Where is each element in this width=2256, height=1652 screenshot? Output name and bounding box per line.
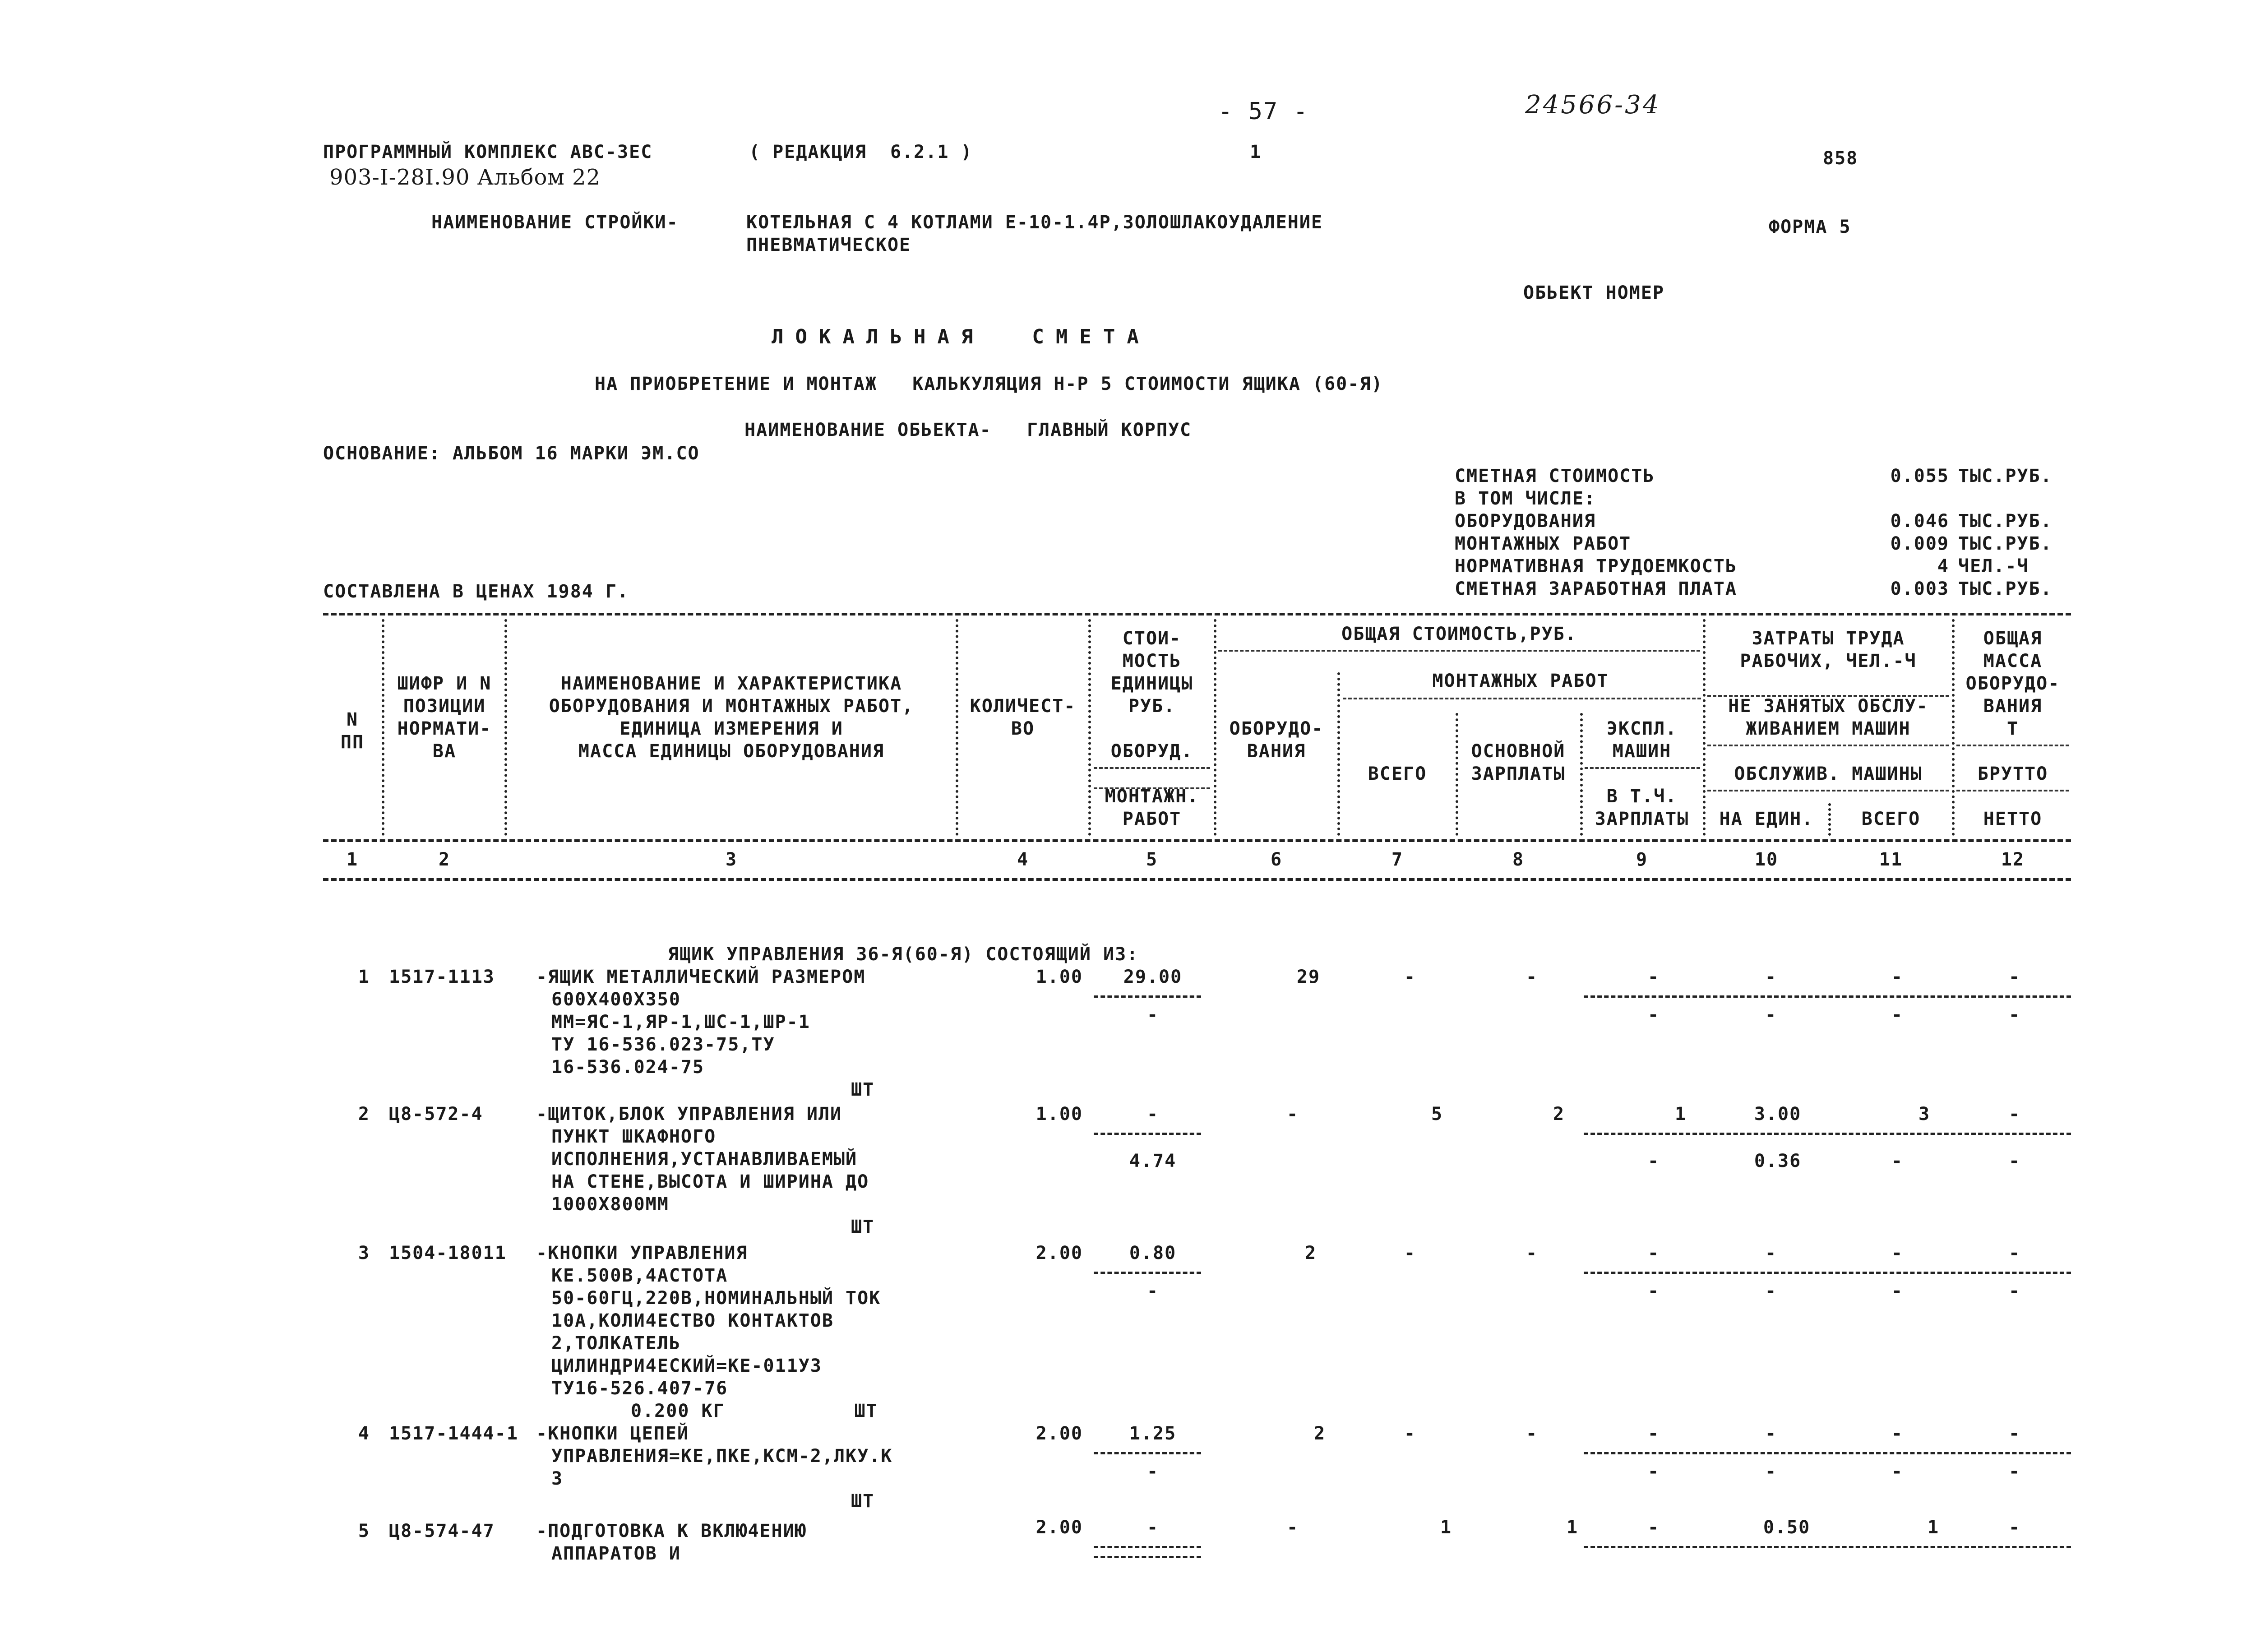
row-description: -ПОДГОТОВКА К ВКЛЮ4ЕНИЮ [536, 1521, 807, 1541]
row-description: -КНОПКИ ЦЕПЕЙ [536, 1423, 689, 1444]
construction-name-2: ПНЕВМАТИЧЕСКОЕ [746, 235, 911, 255]
group-labor: ЗАТРАТЫ ТРУДА [1752, 628, 1905, 649]
row-mount-total: - [1404, 1243, 1416, 1263]
row-labor-per-unit: - [1765, 1243, 1777, 1263]
row-description: -КНОПКИ УПРАВЛЕНИЯ [536, 1243, 748, 1263]
row-description: -ЩИТОК,БЛОК УПРАВЛЕНИЯ ИЛИ [536, 1104, 842, 1124]
row-unit-cost-mount: - [1146, 1281, 1159, 1301]
row-mount-total: - [1404, 967, 1416, 987]
row-machines-salary: - [1647, 1151, 1660, 1171]
col-number-header: N [346, 709, 359, 730]
row-description: ЦИЛИНДРИ4ЕСКИЙ=КЕ-011У3 [551, 1356, 822, 1376]
row-equipment-cost: 2 [1313, 1423, 1326, 1444]
summary-value: 0.003 [1890, 578, 1949, 599]
document-subtitle: НА ПРИОБРЕТЕНИЕ И МОНТАЖ КАЛЬКУЛЯЦИЯ Н-Р 5 СТОИМОСТИ ЯЩИКА (60-Я) [595, 374, 1383, 394]
col-mass-header: МАССА [1983, 651, 2043, 671]
group-mounting: МОНТАЖНЫХ РАБОТ [1432, 671, 1609, 691]
column-number: 5 [1146, 849, 1158, 870]
row-base-salary: - [1526, 967, 1538, 987]
row-number: 4 [358, 1423, 370, 1444]
row-description: ТУ 16-536.023-75,ТУ [551, 1034, 775, 1055]
row-mass-gross: - [2008, 1243, 2021, 1263]
row-machines: - [1647, 1423, 1660, 1444]
col-unit-cost-equipment: ОБОРУД. [1110, 741, 1193, 762]
row-labor-per-unit-machines: - [1765, 1461, 1777, 1482]
col-machines-header: МАШИН [1612, 741, 1672, 762]
col-equipment-cost-header: ОБОРУДО- [1229, 718, 1324, 739]
group-total-cost: ОБЩАЯ СТОИМОСТЬ,РУБ. [1341, 624, 1577, 644]
summary-unit: ТЫС.РУБ. [1958, 511, 2053, 532]
col-total-header: ВСЕГО [1368, 764, 1427, 784]
program-name: ПРОГРАММНЫЙ КОМПЛЕКС АВС-ЗЕС [323, 142, 653, 162]
summary-unit: ТЫС.РУБ. [1958, 533, 2053, 554]
row-number: 2 [358, 1104, 370, 1124]
col-mass-header: ОБОРУДО- [1965, 673, 2060, 694]
row-description: 3 [551, 1468, 564, 1489]
handwritten-code: 24566-34 [1525, 90, 1661, 120]
row-number: 5 [358, 1521, 370, 1541]
row-machines-salary: - [1647, 1281, 1660, 1301]
row-equipment-cost: - [1286, 1104, 1299, 1124]
column-number: 7 [1391, 849, 1404, 870]
row-unit-cost-equipment: 1.25 [1129, 1423, 1177, 1444]
row-description: ММ=ЯС-1,ЯР-1,ШС-1,ШР-1 [551, 1012, 810, 1032]
col-code-header: ВА [432, 741, 457, 762]
col-mass-net: НЕТТО [1983, 809, 2043, 829]
row-machines: 1 [1674, 1104, 1687, 1124]
row-labor-per-unit-machines: - [1765, 1004, 1777, 1025]
header-rule-3 [323, 878, 2071, 881]
row-labor-total-machines: - [1891, 1004, 1904, 1025]
row-number: 1 [358, 967, 370, 987]
col-mass-header: ВАНИЯ [1983, 696, 2043, 717]
summary-label: МОНТАЖНЫХ РАБОТ [1455, 533, 1632, 554]
row-mount-total: 5 [1431, 1104, 1443, 1124]
summary-label: СМЕТНАЯ СТОИМОСТЬ [1455, 466, 1655, 486]
row-mass-gross: - [2008, 1104, 2021, 1124]
column-number: 1 [346, 849, 359, 870]
column-number: 11 [1879, 849, 1903, 870]
row-quantity: 2.00 [1036, 1423, 1083, 1444]
row-code: 1517-1444-1 [389, 1423, 518, 1444]
row-mount-total: - [1404, 1423, 1416, 1444]
row-machines-salary: - [1647, 1461, 1660, 1482]
labor-not-machines: ЖИВАНИЕМ МАШИН [1746, 718, 1911, 739]
row-labor-per-unit: - [1765, 967, 1777, 987]
row-unit-cost-equipment: 0.80 [1129, 1243, 1177, 1263]
row-quantity: 1.00 [1036, 1104, 1083, 1124]
summary-label: СМЕТНАЯ ЗАРАБОТНАЯ ПЛАТА [1455, 578, 1737, 599]
col-number-header: ПП [340, 732, 365, 753]
row-mass-net: - [2008, 1004, 2021, 1025]
row-labor-per-unit-machines: 0.36 [1754, 1151, 1802, 1171]
row-labor-total: - [1891, 1243, 1904, 1263]
summary-label: ОБОРУДОВАНИЯ [1455, 511, 1596, 532]
summary-label: НОРМАТИВНАЯ ТРУДОЕМКОСТЬ [1455, 556, 1737, 577]
row-unit-cost-equipment: 29.00 [1123, 967, 1183, 987]
summary-value: 0.009 [1890, 533, 1949, 554]
row-labor-per-unit: 0.50 [1763, 1517, 1811, 1538]
row-description: НА СТЕНЕ,ВЫСОТА И ШИРИНА ДО [551, 1171, 869, 1192]
row-description: ИСПОЛНЕНИЯ,УСТАНАВЛИВАЕМЫЙ [551, 1149, 858, 1170]
row-equipment-cost: 2 [1304, 1243, 1317, 1263]
column-number: 8 [1512, 849, 1525, 870]
row-code: Ц8-574-47 [389, 1521, 495, 1541]
col-unit-cost-header: ЕДИНИЦЫ [1110, 673, 1193, 694]
basis: ОСНОВАНИЕ: АЛЬБОМ 16 МАРКИ ЭМ.СО [323, 443, 700, 464]
col-description-header: МАССА ЕДИНИЦЫ ОБОРУДОВАНИЯ [578, 741, 885, 762]
col-mass-header: ОБЩАЯ [1983, 628, 2043, 649]
header-top-rule [323, 613, 2071, 615]
row-description: ПУНКТ ШКАФНОГО [551, 1126, 717, 1147]
page-number: - 57 - [1218, 98, 1308, 125]
col-machines-header: ЭКСПЛ. [1606, 718, 1678, 739]
row-unit: ШТ [851, 1217, 875, 1237]
row-labor-total-machines: - [1891, 1151, 1904, 1171]
row-mass-gross: - [2008, 1517, 2021, 1538]
col-quantity-header: КОЛИЧЕСТ- [970, 696, 1076, 717]
row-machines: - [1647, 967, 1660, 987]
row-mass-net: - [2008, 1461, 2021, 1482]
column-number: 6 [1270, 849, 1283, 870]
col-mass-gross: БРУТТО [1977, 764, 2048, 784]
row-quantity: 2.00 [1036, 1243, 1083, 1263]
row-labor-per-unit-machines: - [1765, 1281, 1777, 1301]
summary-value: 0.046 [1890, 511, 1949, 532]
row-labor-per-unit: - [1765, 1423, 1777, 1444]
row-mass-gross: - [2008, 1423, 2021, 1444]
col-base-salary-header: ЗАРПЛАТЫ [1471, 764, 1566, 784]
row-labor-total: 1 [1927, 1517, 1940, 1538]
column-number: 4 [1017, 849, 1029, 870]
summary-value: 0.055 [1890, 466, 1949, 486]
row-unit-cost-equipment: - [1146, 1104, 1159, 1124]
row-description: 10А,КОЛИ4ЕСТВО КОНТАКТОВ [551, 1310, 834, 1331]
row-unit: ШТ [851, 1079, 875, 1100]
col-description-header: ЕДИНИЦА ИЗМЕРЕНИЯ И [619, 718, 843, 739]
sheet-number: 1 [1250, 142, 1262, 162]
row-machines: - [1647, 1243, 1660, 1263]
column-number: 10 [1754, 849, 1779, 870]
col-unit-cost-header: РУБ. [1128, 696, 1176, 717]
album-stamp: 903-I-28I.90 Альбом 22 [329, 165, 601, 190]
row-mass-gross: - [2008, 967, 2021, 987]
summary-label: В ТОМ ЧИСЛЕ: [1455, 488, 1596, 509]
row-base-salary: - [1526, 1423, 1538, 1444]
summary-unit: ЧЕЛ.-Ч [1958, 556, 2029, 577]
col-machines-salary-header: В Т.Ч. [1606, 786, 1678, 807]
row-mass-and-unit: 0.200 КГ ШТ [631, 1401, 878, 1421]
row-machines: - [1647, 1517, 1660, 1538]
row-quantity: 1.00 [1036, 967, 1083, 987]
row-description: АППАРАТОВ И [551, 1543, 681, 1564]
row-unit-cost-mount: 4.74 [1129, 1151, 1177, 1171]
row-description: 2,ТОЛКАТЕЛЬ [551, 1333, 681, 1354]
col-description-header: ОБОРУДОВАНИЯ И МОНТАЖНЫХ РАБОТ, [549, 696, 914, 717]
row-description: ТУ16-526.407-76 [551, 1378, 728, 1399]
construction-label: НАИМЕНОВАНИЕ СТРОЙКИ- [431, 212, 679, 233]
col-description-header: НАИМЕНОВАНИЕ И ХАРАКТЕРИСТИКА [560, 673, 902, 694]
form-number: ФОРМА 5 [1769, 217, 1851, 237]
col-equipment-cost-header: ВАНИЯ [1247, 741, 1306, 762]
row-code: 1517-1113 [389, 967, 495, 987]
row-code: 1504-18011 [389, 1243, 507, 1263]
row-code: Ц8-572-4 [389, 1104, 483, 1124]
row-description: 50-60ГЦ,220В,НОМИНАЛЬНЫЙ ТОК [551, 1288, 881, 1309]
object-number: ОБЬЕКТ НОМЕР [1523, 282, 1664, 303]
row-description: УПРАВЛЕНИЯ=КЕ,ПКЕ,КСМ-2,ЛКУ.К [551, 1446, 893, 1467]
row-quantity: 2.00 [1036, 1517, 1083, 1538]
row-description: КЕ.500В,4АСТОТА [551, 1265, 728, 1286]
col-base-salary-header: ОСНОВНОЙ [1471, 741, 1566, 762]
row-unit-cost-equipment: - [1146, 1517, 1159, 1538]
row-mount-total: 1 [1440, 1517, 1452, 1538]
row-equipment-cost: - [1286, 1517, 1299, 1538]
row-number: 3 [358, 1243, 370, 1263]
labor-not-machines: НЕ ЗАНЯТЫХ ОБСЛУ- [1728, 696, 1928, 717]
col-code-header: ПОЗИЦИИ [403, 696, 486, 717]
row-equipment-cost: 29 [1296, 967, 1321, 987]
col-code-header: НОРМАТИ- [397, 718, 492, 739]
row-description: -ЯЩИК МЕТАЛЛИЧЕСКИЙ РАЗМЕРОМ [536, 967, 866, 987]
summary-unit: ТЫС.РУБ. [1958, 578, 2053, 599]
row-labor-total-machines: - [1891, 1461, 1904, 1482]
edition: ( РЕДАКЦИЯ 6.2.1 ) [749, 142, 973, 162]
col-unit-cost-header: СТОИ- [1122, 628, 1182, 649]
document-title: ЛОКАЛЬНАЯ СМЕТА [772, 325, 1151, 348]
row-labor-per-unit: 3.00 [1754, 1104, 1802, 1124]
col-code-header: ШИФР И N [397, 673, 492, 694]
col-mass-header: Т [2006, 718, 2019, 739]
row-unit: ШТ [851, 1491, 875, 1512]
price-base: СОСТАВЛЕНА В ЦЕНАХ 1984 Г. [323, 581, 629, 602]
row-labor-total: - [1891, 967, 1904, 987]
column-number: 12 [2001, 849, 2025, 870]
header-rule-2 [323, 839, 2071, 842]
row-unit-cost-mount: - [1146, 1004, 1159, 1025]
row-unit-cost-mount: - [1146, 1461, 1159, 1482]
col-unit-cost-mount: РАБОТ [1122, 809, 1182, 829]
col-unit-cost-mount: МОНТАЖН. [1105, 786, 1199, 807]
labor-machines: ОБСЛУЖИВ. МАШИНЫ [1734, 764, 1923, 784]
sheet-total: 858 [1823, 148, 1858, 169]
object-name: НАИМЕНОВАНИЕ ОБЬЕКТА- ГЛАВНЫЙ КОРПУС [744, 420, 1192, 440]
row-base-salary: 1 [1566, 1517, 1579, 1538]
row-base-salary: - [1526, 1243, 1538, 1263]
row-base-salary: 2 [1553, 1104, 1565, 1124]
col-labor-total-header: ВСЕГО [1861, 809, 1921, 829]
row-mass-net: - [2008, 1281, 2021, 1301]
group-labor: РАБОЧИХ, ЧЕЛ.-Ч [1740, 651, 1917, 671]
col-machines-salary-header: ЗАРПЛАТЫ [1595, 809, 1689, 829]
row-description: 1000Х800ММ [551, 1194, 669, 1215]
col-per-unit-header: НА ЕДИН. [1719, 809, 1814, 829]
column-number: 9 [1636, 849, 1648, 870]
construction-name-1: КОТЕЛЬНАЯ С 4 КОТЛАМИ Е-10-1.4Р,ЗОЛОШЛАКОУДАЛЕНИЕ [746, 212, 1323, 233]
summary-unit: ТЫС.РУБ. [1958, 466, 2053, 486]
col-quantity-header: ВО [1011, 718, 1035, 739]
row-labor-total-machines: - [1891, 1281, 1904, 1301]
summary-value: 4 [1937, 556, 1949, 577]
column-number: 3 [725, 849, 738, 870]
column-number: 2 [438, 849, 451, 870]
row-mass-net: - [2008, 1151, 2021, 1171]
col-unit-cost-header: МОСТЬ [1122, 651, 1182, 671]
row-machines-salary: - [1647, 1004, 1660, 1025]
row-description: 600Х400Х350 [551, 989, 681, 1010]
row-labor-total: - [1891, 1423, 1904, 1444]
row-labor-total: 3 [1918, 1104, 1931, 1124]
row-description: 16-536.024-75 [551, 1057, 705, 1078]
section-title: ЯЩИК УПРАВЛЕНИЯ 36-Я(60-Я) СОСТОЯЩИЙ ИЗ: [668, 944, 1139, 965]
